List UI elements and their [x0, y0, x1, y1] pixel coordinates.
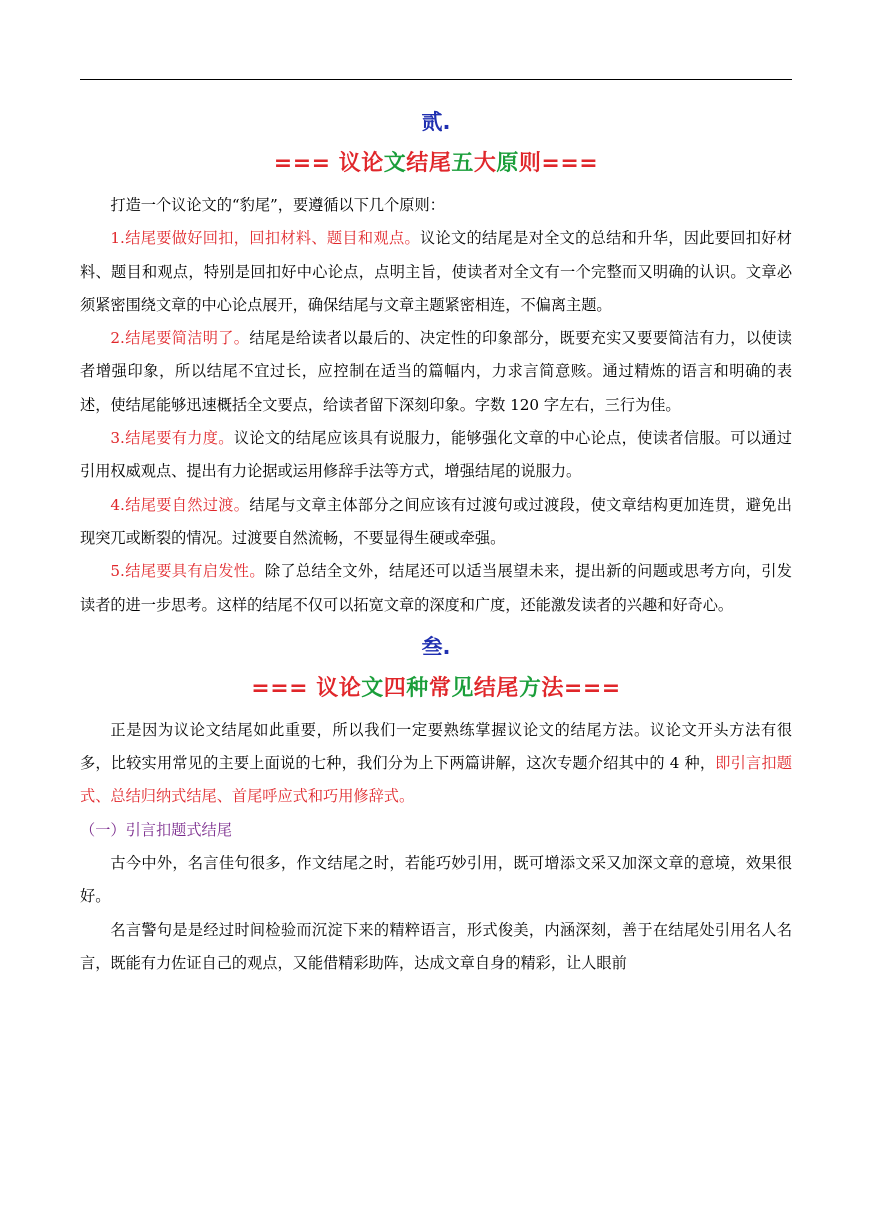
principle-1-body: 议论文的结尾是对全文的总结和升华，因此要回扣好材料、题目和观点，特别是回扣好中心论点，点明主旨，使读者对全文有一个完整而又明确的认识。文章必须紧密围绕文章的中心论点展开，确保结尾与文章主题紧密相连，不偏离主题。	[80, 229, 792, 314]
principle-4	[80, 489, 792, 556]
heading-four-methods-segment: ===	[251, 675, 317, 701]
heading-four-methods-segment: 议论	[316, 675, 362, 701]
document-body	[80, 105, 792, 980]
heading-five-principles-segment: 结	[406, 151, 429, 176]
heading-four-methods-segment: 法	[541, 675, 564, 701]
section-mark-three: 叁.	[421, 634, 451, 659]
subhead-quote-ending: （一）引言扣题式结尾	[80, 820, 232, 839]
principle-1	[80, 222, 792, 322]
heading-four-methods-segment: 见	[451, 675, 474, 701]
heading-four-methods-segment: 结	[473, 675, 497, 701]
heading-four-methods-segment: 种	[406, 675, 429, 701]
principle-4-lead: 4.结尾要自然过渡。	[110, 495, 250, 514]
heading-five-principles-segment: ===	[541, 151, 599, 176]
section-mark-two: 贰.	[421, 110, 451, 134]
heading-four-methods	[80, 672, 792, 706]
heading-four-methods-segment: 方	[518, 675, 542, 701]
principle-1-lead: 1.结尾要做好回扣，回扣材料、题目和观点。	[110, 229, 420, 248]
principle-5-body: 除了总结全文外，结尾还可以适当展望未来，提出新的问题或思考方向，引发读者的进一步思考。这样的结尾不仅可以拓宽文章的深度和广度，还能激发读者的兴趣和好奇心。	[80, 562, 792, 614]
heading-five-principles-segment: ===	[273, 151, 339, 176]
heading-five-principles-segment: 文	[383, 151, 407, 176]
heading-four-methods-segment: 四	[383, 675, 407, 701]
principle-5-lead: 5.结尾要具有启发性。	[110, 562, 265, 581]
heading-five-principles-segment: 原	[496, 151, 519, 176]
principle-2-body: 结尾是给读者以最后的、决定性的印象部分，既要充实又要要简洁有力，以使读者增强印象，所以结尾不宜过长，应控制在适当的篇幅内，力求言简意赅。通过精炼的语言和明确的表述，使结尾能够迅速概括全文要点，给读者留下深刻印象。字数 120 字左右，三行为佳。	[80, 329, 792, 414]
heading-five-principles-segment: 则	[518, 151, 542, 176]
heading-five-principles-segment: 五	[451, 151, 474, 176]
methods-intro	[80, 714, 792, 814]
principle-5	[80, 555, 792, 622]
methods-intro-body: 正是因为议论文结尾如此重要，所以我们一定要熟练掌握议论文的结尾方法。议论文开头方法有很多，比较实用常见的主要上面说的七种，我们分为上下两篇讲解，这次专题介绍其中的 4 种，	[80, 720, 792, 773]
heading-four-methods-segment: ===	[563, 675, 621, 701]
heading-four-methods-segment: 文	[361, 675, 384, 701]
principle-3-lead: 3.结尾要有力度。	[110, 429, 234, 448]
principle-4-body: 结尾与文章主体部分之间应该有过渡句或过渡段，使文章结构更加连贯，避免出现突兀或断裂的情况。过渡要自然流畅，不要显得生硬或牵强。	[80, 495, 792, 547]
principle-2	[80, 322, 792, 422]
heading-five-principles-segment: 大	[473, 151, 497, 176]
heading-five-principles-segment: 议论	[338, 151, 384, 176]
principle-2-lead: 2.结尾要简洁明了。	[110, 329, 250, 348]
principle-3	[80, 422, 792, 489]
heading-four-methods-segment: 常	[428, 675, 452, 701]
header-rule	[80, 79, 792, 80]
heading-five-principles	[80, 147, 792, 181]
methods-intro-list: 即引言扣题式、总结归纳式结尾、首尾呼应式和巧用修辞式。	[80, 754, 792, 806]
quote-ending-para-1: 古今中外，名言佳句很多，作文结尾之时，若能巧妙引用，既可增添文采又加深文章的意境，效果很好。	[80, 854, 792, 906]
principle-3-body: 议论文的结尾应该具有说服力，能够强化文章的中心论点，使读者信服。可以通过引用权威观点、提出有力论据或运用修辞手法等方式，增强结尾的说服力。	[80, 429, 792, 481]
principles-intro: 打造一个议论文的“豹尾”，要遵循以下几个原则：	[110, 196, 445, 214]
heading-four-methods-segment: 尾	[496, 675, 519, 701]
quote-ending-para-2: 名言警句是是经过时间检验而沉淀下来的精粹语言，形式俊美，内涵深刻，善于在结尾处引用名人名言，既能有力佐证自己的观点，又能借精彩助阵，达成文章自身的精彩，让人眼前	[80, 920, 792, 972]
heading-five-principles-segment: 尾	[428, 151, 452, 176]
